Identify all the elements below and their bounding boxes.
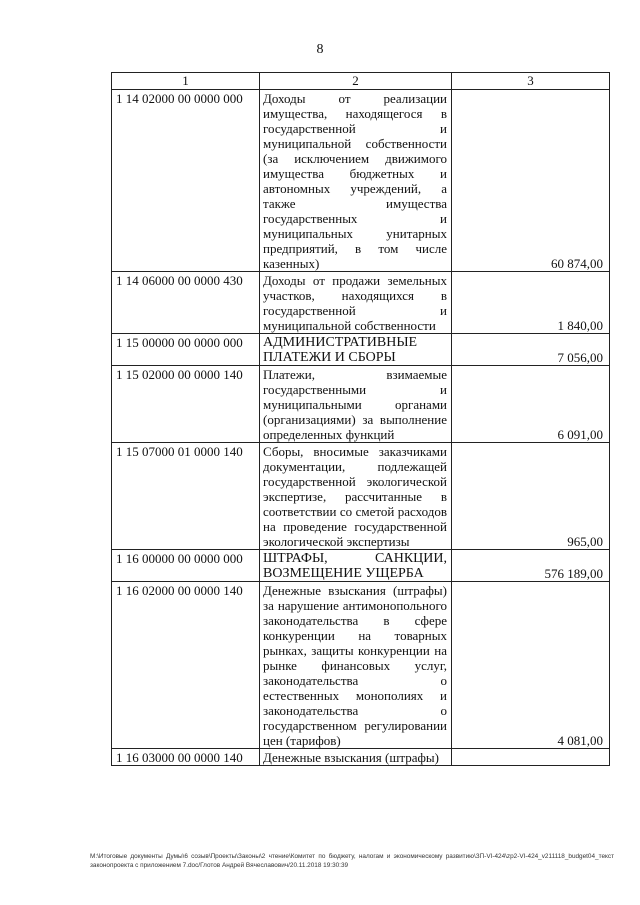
table-row	[112, 334, 610, 366]
column-header-sum: 3	[452, 73, 610, 90]
table-row	[112, 550, 610, 582]
row-code: 1 16 00000 00 0000 000	[112, 550, 260, 582]
row-name: АДМИНИСТРАТИВНЫЕ ПЛАТЕЖИ И СБОРЫ	[260, 334, 452, 366]
page-number: 8	[316, 42, 324, 57]
row-sum: 60 874,00	[452, 90, 610, 272]
row-sum: 576 189,00	[452, 550, 610, 582]
column-header-code: 1	[112, 73, 260, 90]
row-name: Сборы, вносимые заказчиками документации, подлежащей государственной экологической экспертизе, рассчитанные в соответствии со сметой расходов на проведение государственной экологической экспертизы	[260, 443, 452, 550]
table-row	[112, 272, 610, 334]
row-name: Денежные взыскания (штрафы)	[260, 749, 452, 766]
row-name: ШТРАФЫ, САНКЦИИ, ВОЗМЕЩЕНИЕ УЩЕРБА	[260, 550, 452, 582]
budget-revenue-table	[111, 72, 610, 766]
row-sum: 4 081,00	[452, 582, 610, 749]
table-row	[112, 582, 610, 749]
row-name: Платежи, взимаемые государственными и муниципальными органами (организациями) за выполнение определенных функций	[260, 366, 452, 443]
row-name: Доходы от реализации имущества, находящегося в государственной и муниципальной собственности (за исключением движимого имущества бюджетных и автономных учреждений, а также имущества государственных и муниципальных унитарных предприятий, в том числе казенных)	[260, 90, 452, 272]
row-code: 1 16 02000 00 0000 140	[112, 582, 260, 749]
row-code: 1 14 06000 00 0000 430	[112, 272, 260, 334]
row-sum: 6 091,00	[452, 366, 610, 443]
row-code: 1 15 02000 00 0000 140	[112, 366, 260, 443]
row-name: Доходы от продажи земельных участков, находящихся в государственной и муниципальной собственности	[260, 272, 452, 334]
row-name: Денежные взыскания (штрафы) за нарушение антимонопольного законодательства в сфере конкуренции на товарных рынках, защиты конкуренции на рынке финансовых услуг, законодательства о естественных монополиях и законодательства о государственном регулировании цен (тарифов)	[260, 582, 452, 749]
row-code: 1 14 02000 00 0000 000	[112, 90, 260, 272]
table-row	[112, 749, 610, 766]
row-code: 1 15 07000 01 0000 140	[112, 443, 260, 550]
table-row	[112, 90, 610, 272]
row-code: 1 15 00000 00 0000 000	[112, 334, 260, 366]
table-header-row	[112, 73, 610, 90]
table-row	[112, 366, 610, 443]
row-sum: 965,00	[452, 443, 610, 550]
table-row	[112, 443, 610, 550]
column-header-name: 2	[260, 73, 452, 90]
row-sum: 7 056,00	[452, 334, 610, 366]
document-file-path-footer: M:\Итоговые документы Думы\6 созыв\Проекты\Законы\2 чтение\Комитет по бюджету, налогам и экономическому развитию\ЗП-VI-424\zp2-VI-424_v211118_budget04_текст законопроекта с приложением 7.doc/Глотов Андрей Вячеславович/20.11.2018 19:30:39	[90, 853, 614, 869]
row-code: 1 16 03000 00 0000 140	[112, 749, 260, 766]
row-sum	[452, 749, 610, 766]
row-sum: 1 840,00	[452, 272, 610, 334]
